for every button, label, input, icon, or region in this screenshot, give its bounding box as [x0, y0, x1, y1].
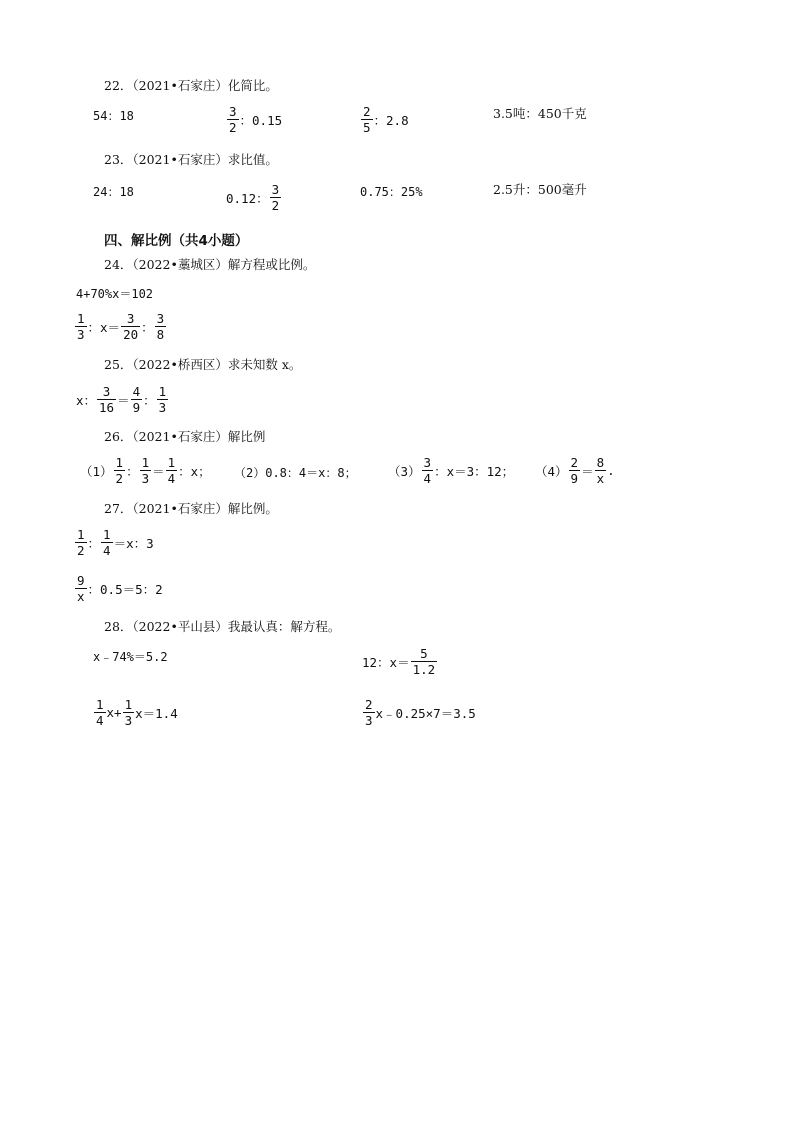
q27-eq1: $\frac{1}{2}$ ： $\frac{1}{4}$ ＝x：3	[77, 527, 154, 558]
q24-eq1: 4+70%x＝102	[76, 287, 154, 301]
fraction: $\frac{1}{2}$	[77, 527, 85, 558]
q26-part-3: （3） $\frac{3}{4}$ ：x＝3：12；	[388, 455, 515, 486]
fraction: $\frac{3}{8}$	[156, 311, 165, 342]
q22-item-c: $\frac{2}{5}$ ：2.8	[363, 104, 409, 135]
fraction: $\frac{5}{1.2}$	[412, 646, 436, 677]
fraction: $\frac{2}{9}$	[570, 455, 579, 486]
q24-eq2: $\frac{1}{3}$ ：x＝ $\frac{3}{20}$ ： $\frac{3}{8}$	[77, 311, 165, 342]
q26-part-1: （1） $\frac{1}{2}$ ： $\frac{1}{3}$ ＝ $\frac{1}{4}$ ：x；	[80, 455, 211, 486]
q23-item-c: 0.75：25%	[360, 185, 423, 199]
q23-title: 23．（2021•石家庄）求比值。	[104, 152, 278, 167]
fraction: $\frac{3}{2}$	[271, 182, 280, 213]
fraction: $\frac{1}{3}$	[141, 455, 150, 486]
q23-item-d: 2.5升：500毫升	[493, 182, 587, 197]
section-heading: 四、解比例（共4小题）	[104, 233, 249, 249]
q26-title: 26．（2021•石家庄）解比例	[104, 429, 266, 444]
fraction: $\frac{1}{4}$	[167, 455, 176, 486]
fraction: $\frac{3}{20}$	[123, 311, 139, 342]
q26-part-4: （4） $\frac{2}{9}$ ＝ $\frac{8}{x}$ .	[535, 455, 615, 486]
q28-eq1: x﹣74%＝5.2	[93, 650, 168, 664]
q26-part-2: （2）0.8：4＝x：8；	[234, 466, 357, 480]
fraction: $\frac{3}{4}$	[423, 455, 432, 486]
q25-title: 25．（2022•桥西区）求未知数 x。	[104, 357, 302, 372]
q27-eq2: $\frac{9}{x}$ ：0.5＝5：2	[77, 573, 163, 604]
fraction: $\frac{1}{3}$	[124, 697, 133, 728]
q28-title: 28．（2022•平山县）我最认真：解方程。	[104, 619, 341, 634]
q22-item-b: $\frac{3}{2}$ ：0.15	[229, 104, 283, 135]
q22-item-d: 3.5吨：450千克	[493, 106, 587, 121]
fraction: $\frac{1}{2}$	[115, 455, 124, 486]
q22-title: 22．（2021•石家庄）化简比。	[104, 78, 278, 93]
q28-eq4: $\frac{2}{3}$ x﹣0.25×7＝3.5	[365, 697, 476, 728]
fraction: $\frac{1}{3}$	[77, 311, 85, 342]
fraction: $\frac{3}{2}$	[229, 104, 237, 135]
fraction: $\frac{1}{3}$	[158, 384, 167, 415]
fraction: $\frac{2}{5}$	[363, 104, 371, 135]
fraction: $\frac{2}{3}$	[365, 697, 373, 728]
fraction: $\frac{4}{9}$	[132, 384, 141, 415]
q28-eq2: 12：x＝ $\frac{5}{1.2}$	[362, 646, 436, 677]
fraction: $\frac{1}{4}$	[96, 697, 104, 728]
q23-item-a: 24：18	[93, 185, 134, 199]
fraction: $\frac{3}{16}$	[99, 384, 115, 415]
fraction: $\frac{1}{4}$	[103, 527, 111, 558]
q28-eq3: $\frac{1}{4}$ x+ $\frac{1}{3}$ x＝1.4	[96, 697, 178, 728]
q22-item-a: 54：18	[93, 109, 134, 123]
q24-title: 24．（2022•藁城区）解方程或比例。	[104, 257, 316, 272]
fraction: $\frac{8}{x}$	[596, 455, 605, 486]
q25-eq: x： $\frac{3}{16}$ ＝ $\frac{4}{9}$ ： $\frac{1}{3}$	[76, 384, 167, 415]
q27-title: 27．（2021•石家庄）解比例。	[104, 501, 278, 516]
fraction: $\frac{9}{x}$	[77, 573, 85, 604]
q23-item-b: 0.12： $\frac{3}{2}$	[226, 182, 280, 213]
